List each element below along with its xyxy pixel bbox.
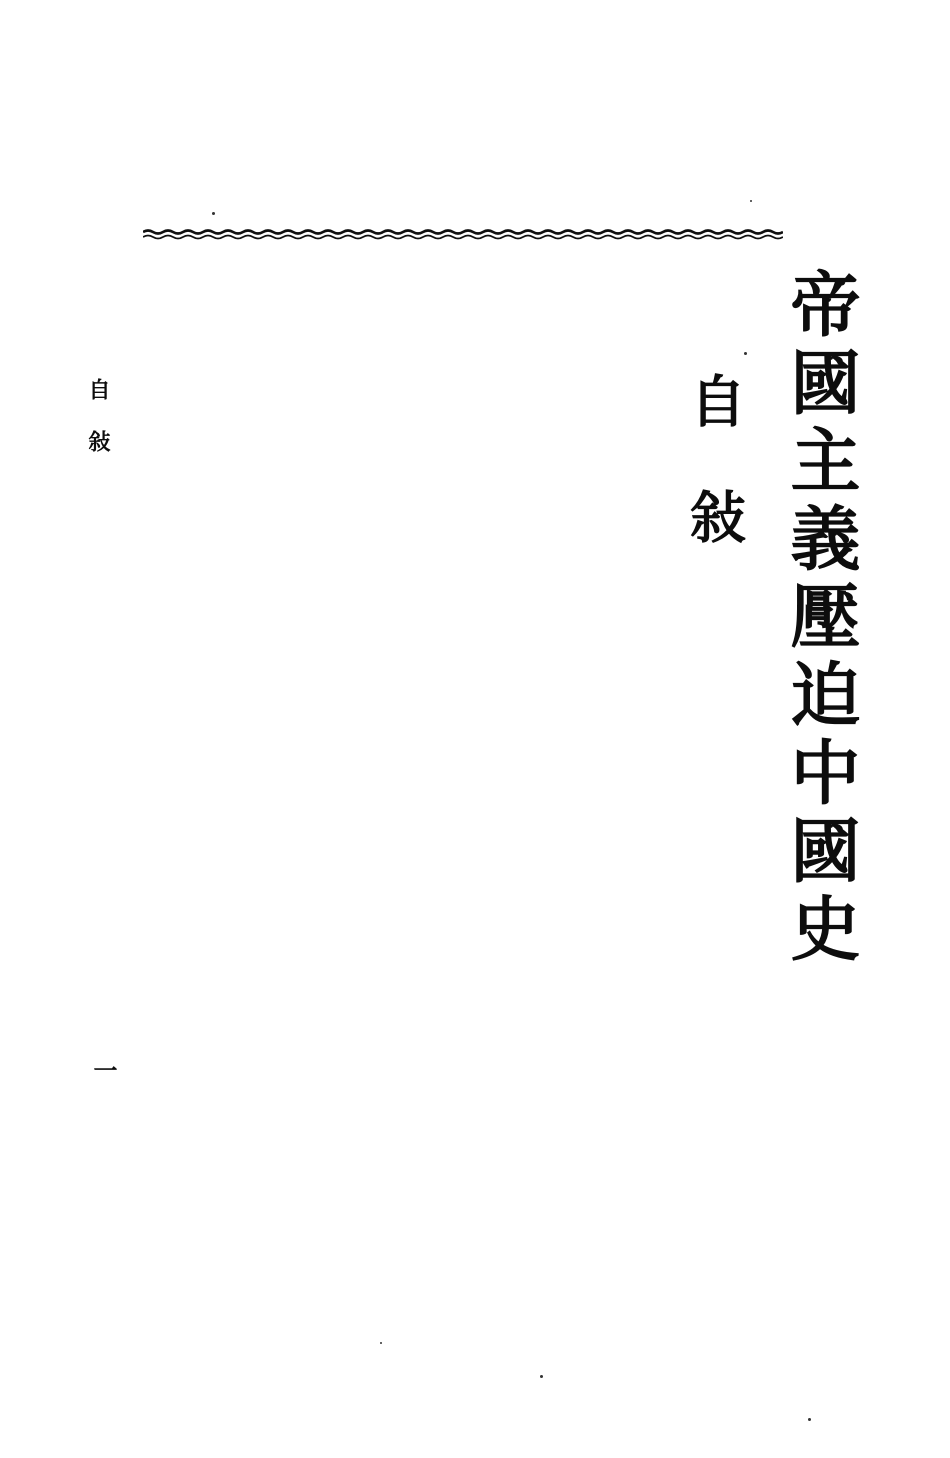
print-speck [744,352,747,355]
print-speck [380,1342,382,1344]
running-head: 自敍 [85,378,111,482]
section-heading: 自敍 [681,372,747,604]
print-speck [750,200,752,202]
page-number: 一 [89,1058,118,1082]
print-speck [808,1418,811,1421]
print-speck [212,212,215,215]
body-text [158,262,648,1352]
book-title: 帝國主義壓迫中國史 [779,268,862,970]
print-speck [540,1375,543,1378]
double-wavy-rule [143,228,783,240]
